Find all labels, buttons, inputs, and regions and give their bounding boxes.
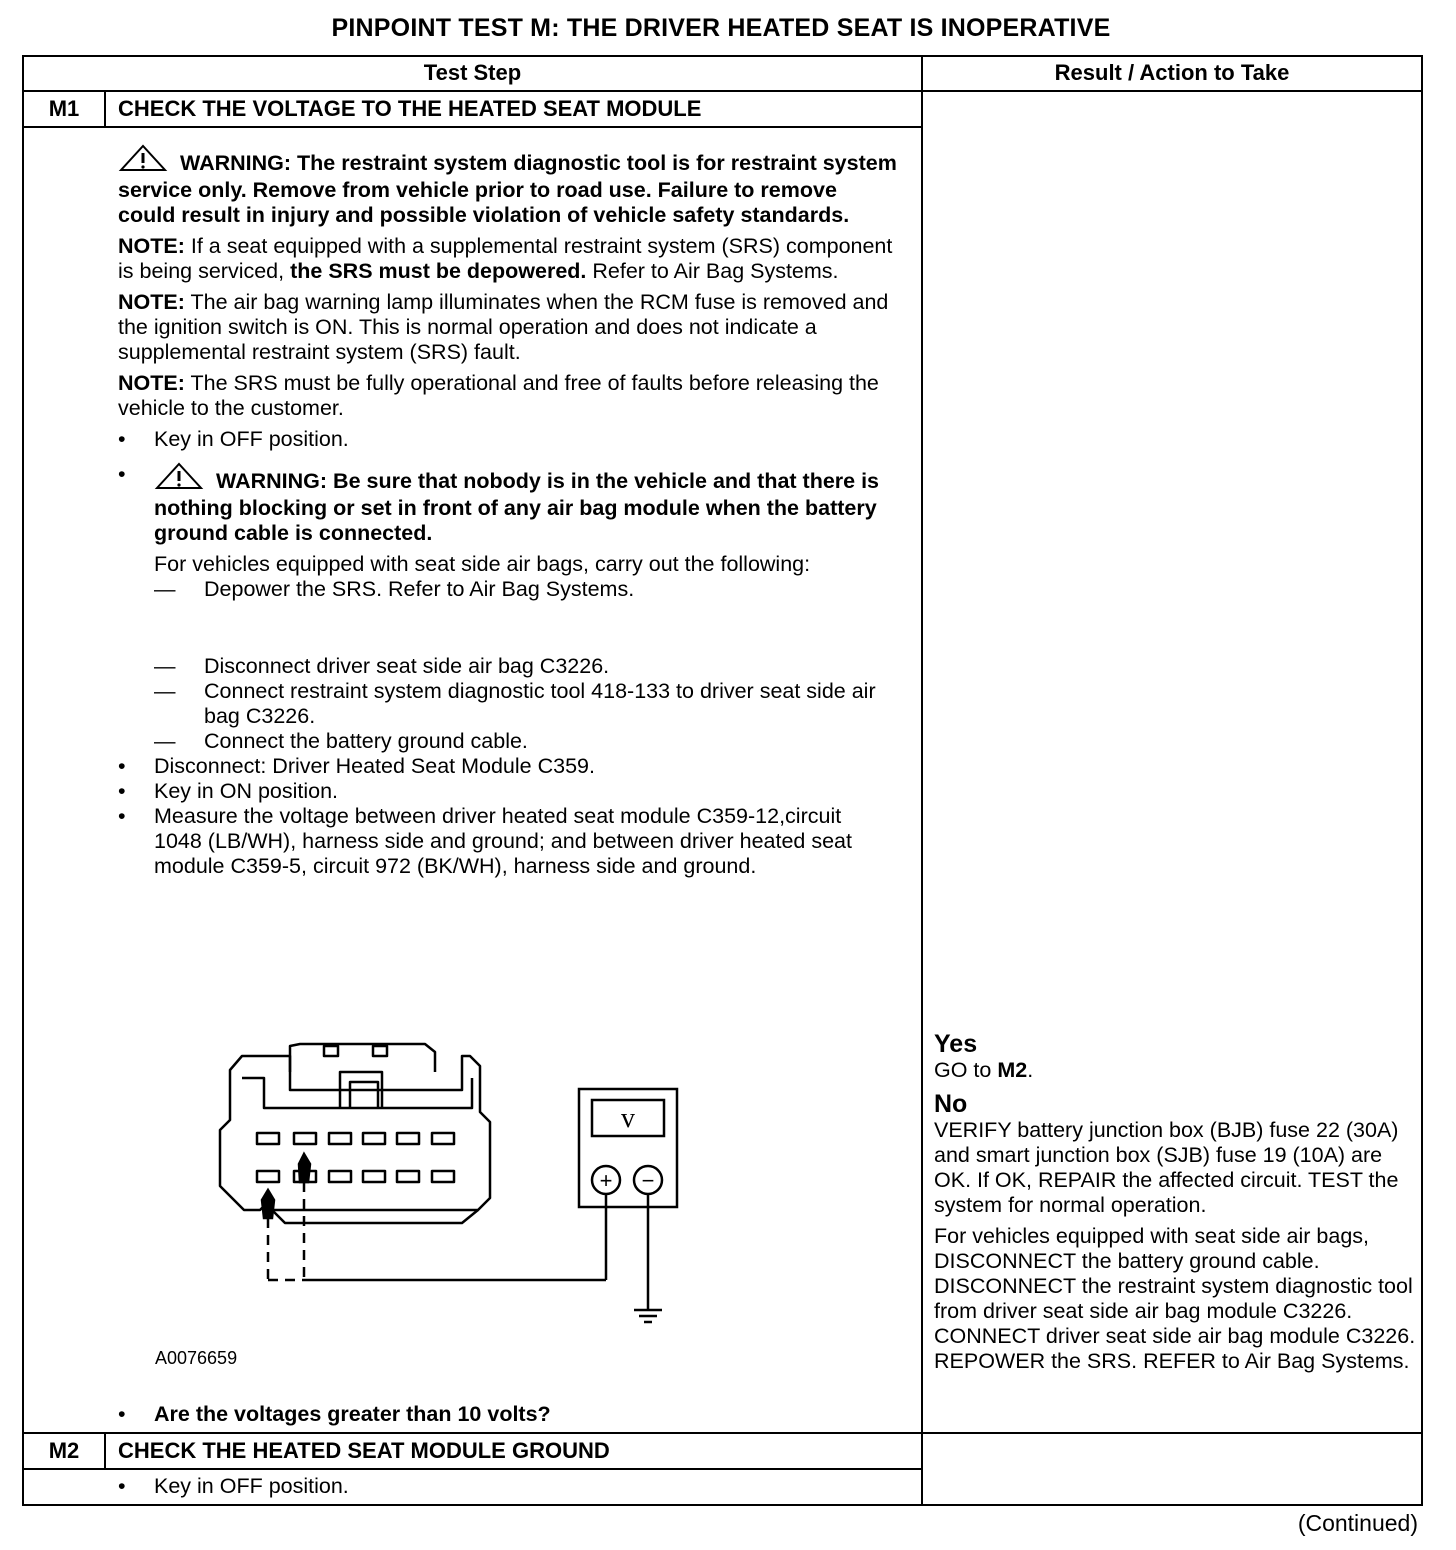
no-text-1: VERIFY battery junction box (BJB) fuse 22 (30A) and smart junction box (SJB) fuse 19 (10A) are OK. If OK, REPAIR the affected circuit. TEST the system for normal operation.	[934, 1118, 1399, 1217]
note-2-text: The air bag warning lamp illuminates when the RCM fuse is removed and the ignition switch is ON. This is normal operation and does not indicate a supplemental restraint system (SRS) fault.	[118, 290, 889, 364]
list-item	[118, 462, 898, 754]
list-item	[118, 779, 898, 804]
question-text: Are the voltages greater than 10 volts?	[154, 1402, 551, 1426]
note-3	[118, 371, 898, 421]
step-id-m1: M1	[48, 96, 80, 121]
step-title-m2: CHECK THE HEATED SEAT MODULE GROUND	[118, 1438, 610, 1463]
m1-notes	[118, 144, 898, 879]
dash: —	[154, 729, 176, 753]
dash: —	[154, 577, 176, 601]
m2-list	[118, 1474, 898, 1499]
no-text-2: For vehicles equipped with seat side air bags, DISCONNECT the battery ground cable. DISCONNECT the restraint system diagnostic tool from driver seat side air bag module C3226. CONNECT driver seat side air bag module C3226. REPOWER the SRS. REFER to Air Bag Systems.	[934, 1224, 1416, 1373]
warning-2-text: WARNING: Be sure that nobody is in the vehicle and that there is nothing blocking or set in front of any air bag module when the battery ground cable is connected.	[154, 469, 880, 545]
bullet-key-on: Key in ON position.	[154, 779, 339, 803]
note-1-text: If a seat equipped with a supplemental restraint system (SRS) component is being serviced,	[118, 234, 893, 283]
bullet: •	[118, 779, 126, 803]
list-item	[154, 654, 898, 679]
step-id-m2: M2	[48, 1438, 80, 1463]
dash-1: Depower the SRS. Refer to Air Bag Systems.	[204, 577, 635, 601]
list-item	[118, 804, 894, 879]
warning-triangle-icon	[154, 462, 204, 496]
list-item	[154, 577, 898, 602]
note-1-bold: the SRS must be depowered.	[290, 259, 587, 283]
yes-action	[934, 1058, 1418, 1083]
bullet: •	[118, 462, 126, 486]
list-item	[154, 679, 898, 729]
meter-minus: −	[641, 1168, 655, 1193]
note-1-end: Refer to Air Bag Systems.	[592, 259, 839, 283]
note-3-label: NOTE:	[118, 371, 185, 395]
bullet: •	[118, 804, 126, 828]
warning-1	[118, 144, 898, 228]
dash-3: Connect restraint system diagnostic tool 418-133 to driver seat side air bag C3226.	[204, 679, 876, 728]
header-result: Result / Action to Take	[1054, 60, 1290, 85]
note-1-label: NOTE:	[118, 234, 185, 258]
bullet: •	[118, 1474, 126, 1498]
bullet: •	[118, 754, 126, 778]
warning-triangle-icon	[118, 144, 168, 178]
list-item	[154, 729, 898, 754]
bullet-disconnect: Disconnect: Driver Heated Seat Module C359.	[154, 754, 595, 778]
dash: —	[154, 654, 176, 678]
note-1	[118, 234, 898, 284]
bullet-measure: Measure the voltage between driver heated seat module C359-12,circuit 1048 (LB/WH), harness side and ground; and between driver heated seat module C359-5, circuit 972 (BK/WH), harness side and ground.	[154, 804, 852, 878]
meter-plus: +	[599, 1168, 613, 1193]
dash-4: Connect the battery ground cable.	[204, 729, 528, 753]
side-airbag-intro: For vehicles equipped with seat side air bags, carry out the following:	[154, 552, 811, 576]
note-3-text: The SRS must be fully operational and free of faults before releasing the vehicle to the customer.	[118, 371, 879, 420]
list-item	[118, 754, 898, 779]
note-2-label: NOTE:	[118, 290, 185, 314]
list-item	[118, 427, 898, 452]
m2-bullet-key-off: Key in OFF position.	[154, 1474, 349, 1498]
step-title-m1: CHECK THE VOLTAGE TO THE HEATED SEAT MODULE	[118, 96, 702, 121]
note-2	[118, 290, 898, 365]
bullet: •	[118, 427, 126, 451]
yes-label: Yes	[934, 1030, 978, 1058]
yes-period: .	[1027, 1058, 1034, 1082]
bullet: •	[118, 1402, 126, 1426]
warning-1-text: WARNING: The restraint system diagnostic tool is for restraint system service only. Remove from vehicle prior to road use. Failure to remove could result in injury and possible violation of vehicle safety standards.	[118, 151, 897, 227]
yes-text: GO to	[934, 1058, 992, 1082]
dash-2: Disconnect driver seat side air bag C3226.	[204, 654, 610, 678]
page-title: PINPOINT TEST M: THE DRIVER HEATED SEAT IS INOPERATIVE	[331, 14, 1111, 42]
meter-symbol: v	[621, 1103, 635, 1134]
figure-label: A0076659	[155, 1348, 238, 1368]
yes-target: M2	[997, 1058, 1028, 1082]
m1-result	[934, 1031, 1418, 1374]
no-label: No	[934, 1090, 968, 1118]
dash: —	[154, 679, 176, 703]
header-test-step: Test Step	[423, 60, 522, 85]
question-item	[118, 1402, 898, 1427]
continued-label: (Continued)	[1297, 1510, 1418, 1536]
connector-voltmeter-diagram	[200, 1030, 700, 1340]
bullet-key-off: Key in OFF position.	[154, 427, 349, 451]
